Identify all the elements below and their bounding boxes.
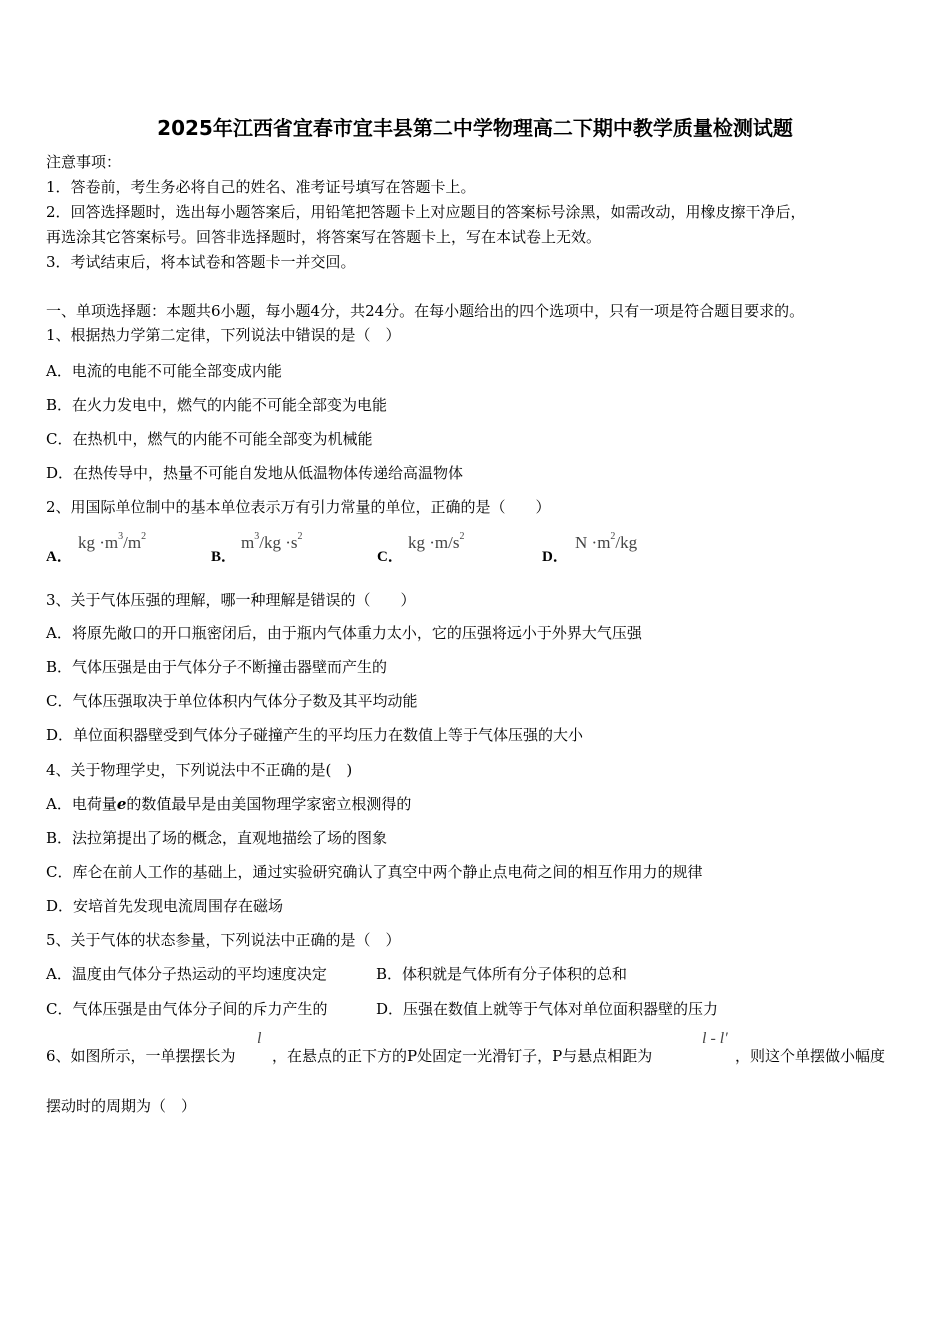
question-2-option-a-unit: kg $\cdot m^3/m^2$ <box>78 531 147 552</box>
notice-item-1: 1．答卷前，考生务必将自己的姓名、准考证号填写在答题卡上。 <box>46 178 476 196</box>
section-heading: 一、单项选择题：本题共6小题，每小题4分，共24分。在每小题给出的四个选项中，只有一项是符合题目要求的。 <box>46 302 805 320</box>
question-3-option-d: D．单位面积器壁受到气体分子碰撞产生的平均压力在数值上等于气体压强的大小 <box>46 726 584 744</box>
expression-l-minus-l-prime: l - l′ <box>702 1030 728 1047</box>
question-3-stem: 3、关于气体压强的理解，哪一种理解是错误的（ ） <box>46 591 416 609</box>
question-2-option-b-label: B． <box>211 549 237 565</box>
question-4-option-a: A．电荷量e的数值最早是由美国物理学家密立根测得的 <box>46 795 412 813</box>
question-4-stem: 4、关于物理学史，下列说法中不正确的是( ) <box>46 761 353 779</box>
question-2-option-d-label: D． <box>542 549 568 565</box>
question-2-option-d-unit: $N \cdot m^2/kg$ <box>575 531 638 552</box>
question-2-option-b-unit: $m^3/kg \cdot s^2$ <box>241 531 303 552</box>
question-5-option-b: B．体积就是气体所有分子体积的总和 <box>376 965 628 983</box>
notice-item-2b: 再选涂其它答案标号。回答非选择题时，将答案写在答题卡上，写在本试卷上无效。 <box>46 228 602 246</box>
question-5-option-c: C．气体压强是由气体分子间的斥力产生的 <box>46 1000 328 1018</box>
question-5-stem: 5、关于气体的状态参量，下列说法中正确的是（ ） <box>46 931 401 949</box>
variable-l: l <box>257 1030 262 1047</box>
question-2-option-a-label: A． <box>46 549 72 565</box>
question-2-stem: 2、用国际单位制中的基本单位表示万有引力常量的单位，正确的是（ ） <box>46 498 551 516</box>
question-1-option-a: A．电流的电能不可能全部变成内能 <box>46 362 282 380</box>
question-6-stem-part2: ，在悬点的正下方的P处固定一光滑钉子，P与悬点相距为 <box>272 1047 653 1065</box>
question-1-stem: 1、根据热力学第二定律，下列说法中错误的是（ ） <box>46 326 401 344</box>
question-4-option-b: B．法拉第提出了场的概念，直观地描绘了场的图象 <box>46 829 388 847</box>
question-3-option-b: B．气体压强是由于气体分子不断撞击器壁而产生的 <box>46 658 388 676</box>
question-6-stem-line2: 摆动时的周期为（ ） <box>46 1097 197 1115</box>
question-4-option-c: C．库仑在前人工作的基础上，通过实验研究确认了真空中两个静止点电荷之间的相互作用力的规律 <box>46 863 703 881</box>
question-5-option-d: D．压强在数值上就等于气体对单位面积器壁的压力 <box>376 1000 719 1018</box>
notice-item-3: 3．考试结束后，将本试卷和答题卡一并交回。 <box>46 253 356 271</box>
question-2-option-c-unit: kg $\cdot m/s^2$ <box>408 531 465 552</box>
question-4-option-d: D．安培首先发现电流周围存在磁场 <box>46 897 284 915</box>
question-2-option-c-label: C． <box>377 549 403 565</box>
question-3-option-c: C．气体压强取决于单位体积内气体分子数及其平均动能 <box>46 692 418 710</box>
question-3-option-a: A．将原先敞口的开口瓶密闭后，由于瓶内气体重力太小，它的压强将远小于外界大气压强 <box>46 624 642 642</box>
question-5-option-a: A．温度由气体分子热运动的平均速度决定 <box>46 965 327 983</box>
page-title: 2025年江西省宜春市宜丰县第二中学物理高二下期中教学质量检测试题 <box>157 116 793 140</box>
question-1-option-d: D．在热传导中，热量不可能自发地从低温物体传递给高温物体 <box>46 464 464 482</box>
question-1-option-c: C．在热机中，燃气的内能不可能全部变为机械能 <box>46 430 373 448</box>
notice-item-2a: 2．回答选择题时，选出每小题答案后，用铅笔把答题卡上对应题目的答案标号涂黑，如需改动，用橡皮擦干净后， <box>46 203 806 221</box>
question-1-option-b: B．在火力发电中，燃气的内能不可能全部变为电能 <box>46 396 388 414</box>
question-6-stem-part1: 6、如图所示，一单摆摆长为 <box>46 1047 236 1065</box>
notice-heading: 注意事项： <box>46 153 122 171</box>
question-6-stem-part3: ，则这个单摆做小幅度 <box>735 1047 886 1065</box>
